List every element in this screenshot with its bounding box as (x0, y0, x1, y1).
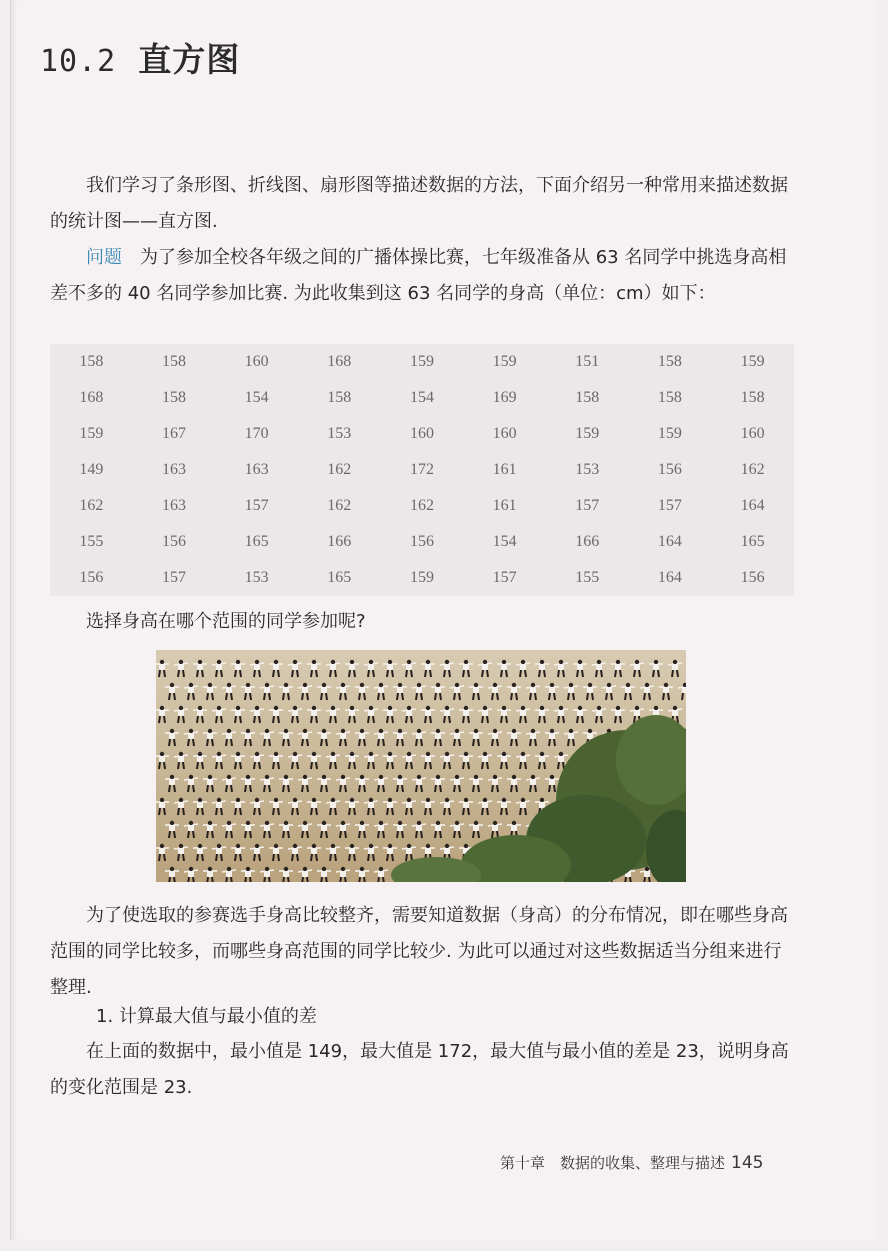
table-cell: 168 (79, 389, 104, 406)
problem-paragraph (50, 240, 796, 312)
table-cell: 156 (161, 533, 186, 550)
table-cell: 161 (492, 461, 517, 478)
section-number: 10.2 (40, 44, 117, 79)
table-cell: 157 (492, 569, 517, 586)
table-cell: 151 (575, 353, 600, 370)
table-cell: 158 (657, 389, 682, 406)
table-cell: 165 (327, 569, 352, 586)
table-cell: 157 (575, 497, 600, 514)
table-cell: 154 (492, 533, 517, 550)
table-row (50, 452, 794, 488)
table-cell: 160 (409, 425, 434, 442)
table-cell: 163 (244, 461, 269, 478)
table-row (50, 416, 794, 452)
table-cell: 158 (327, 389, 352, 406)
section-title: 直方图 (138, 40, 241, 79)
table-cell: 157 (244, 497, 269, 514)
table-cell: 162 (327, 497, 352, 514)
exercise-photo-illustration (156, 650, 686, 882)
table-row (50, 380, 794, 416)
table-cell: 153 (575, 461, 600, 478)
table-cell: 160 (244, 353, 269, 370)
table-cell: 166 (575, 533, 600, 550)
table-cell: 154 (409, 389, 434, 406)
table-cell: 156 (409, 533, 434, 550)
table-cell: 149 (79, 461, 104, 478)
table-cell: 162 (79, 497, 104, 514)
table-cell: 159 (575, 425, 600, 442)
table-row (50, 560, 794, 596)
table-row (50, 488, 794, 524)
step1-paragraph: 在上面的数据中，最小值是 149，最大值是 172，最大值与最小值的差是 23，说明身高的变化范围是 23. (50, 1041, 789, 1098)
page-footer (500, 1152, 763, 1173)
table-cell: 159 (492, 353, 517, 370)
chapter-title: 第十章 数据的收集、整理与描述 (500, 1154, 726, 1172)
table-cell: 164 (657, 533, 682, 550)
table-cell: 158 (740, 389, 765, 406)
table-cell: 159 (409, 353, 434, 370)
table-cell: 166 (327, 533, 352, 550)
table-cell: 156 (79, 569, 104, 586)
table-cell: 155 (79, 533, 104, 550)
table-cell: 160 (740, 425, 765, 442)
table-cell: 157 (161, 569, 186, 586)
table-row (50, 524, 794, 560)
table-cell: 164 (740, 497, 765, 514)
table-cell: 163 (161, 461, 186, 478)
step1-heading: 1. 计算最大值与最小值的差 (96, 1006, 317, 1027)
table-cell: 158 (575, 389, 600, 406)
table-cell: 157 (657, 497, 682, 514)
table-cell: 161 (492, 497, 517, 514)
table-row (50, 344, 794, 380)
table-cell: 167 (161, 425, 186, 442)
table-cell: 158 (657, 353, 682, 370)
table-cell: 162 (327, 461, 352, 478)
explanation-paragraph: 为了使选取的参赛选手身高比较整齐，需要知道数据（身高）的分布情况，即在哪些身高范围的同学比较多，而哪些身高范围的同学比较少. 为此可以通过对这些数据适当分组来进行整理. (50, 905, 788, 998)
table-cell: 159 (740, 353, 765, 370)
table-cell: 159 (657, 425, 682, 442)
table-cell: 162 (409, 497, 434, 514)
table-cell: 154 (244, 389, 269, 406)
table-cell: 164 (657, 569, 682, 586)
table-cell: 158 (79, 353, 104, 370)
table-cell: 153 (244, 569, 269, 586)
table-cell: 160 (492, 425, 517, 442)
exercise-photo (156, 650, 686, 882)
table-cell: 165 (740, 533, 765, 550)
table-cell: 165 (244, 533, 269, 550)
section-heading (40, 34, 240, 81)
table-cell: 159 (409, 569, 434, 586)
table-cell: 162 (740, 461, 765, 478)
table-cell: 163 (161, 497, 186, 514)
intro-paragraph: 我们学习了条形图、折线图、扇形图等描述数据的方法，下面介绍另一种常用来描述数据的统计图——直方图. (50, 175, 788, 232)
table-cell: 158 (161, 389, 186, 406)
table-cell: 153 (327, 425, 352, 442)
heights-data-table (50, 344, 794, 596)
page-number: 145 (731, 1153, 764, 1173)
problem-text: 为了参加全校各年级之间的广播体操比赛，七年级准备从 63 名同学中挑选身高相差不多的 40 名同学参加比赛. 为此收集到这 63 名同学的身高（单位：cm）如下： (50, 247, 787, 304)
table-cell: 155 (575, 569, 600, 586)
problem-label: 问题 (86, 247, 122, 268)
table-cell: 156 (740, 569, 765, 586)
table-cell: 170 (244, 425, 269, 442)
question-text: 选择身高在哪个范围的同学参加呢? (86, 611, 366, 632)
table-cell: 172 (409, 461, 434, 478)
table-cell: 159 (79, 425, 104, 442)
table-cell: 169 (492, 389, 517, 406)
table-cell: 168 (327, 353, 352, 370)
table-cell: 158 (161, 353, 186, 370)
table-cell: 156 (657, 461, 682, 478)
